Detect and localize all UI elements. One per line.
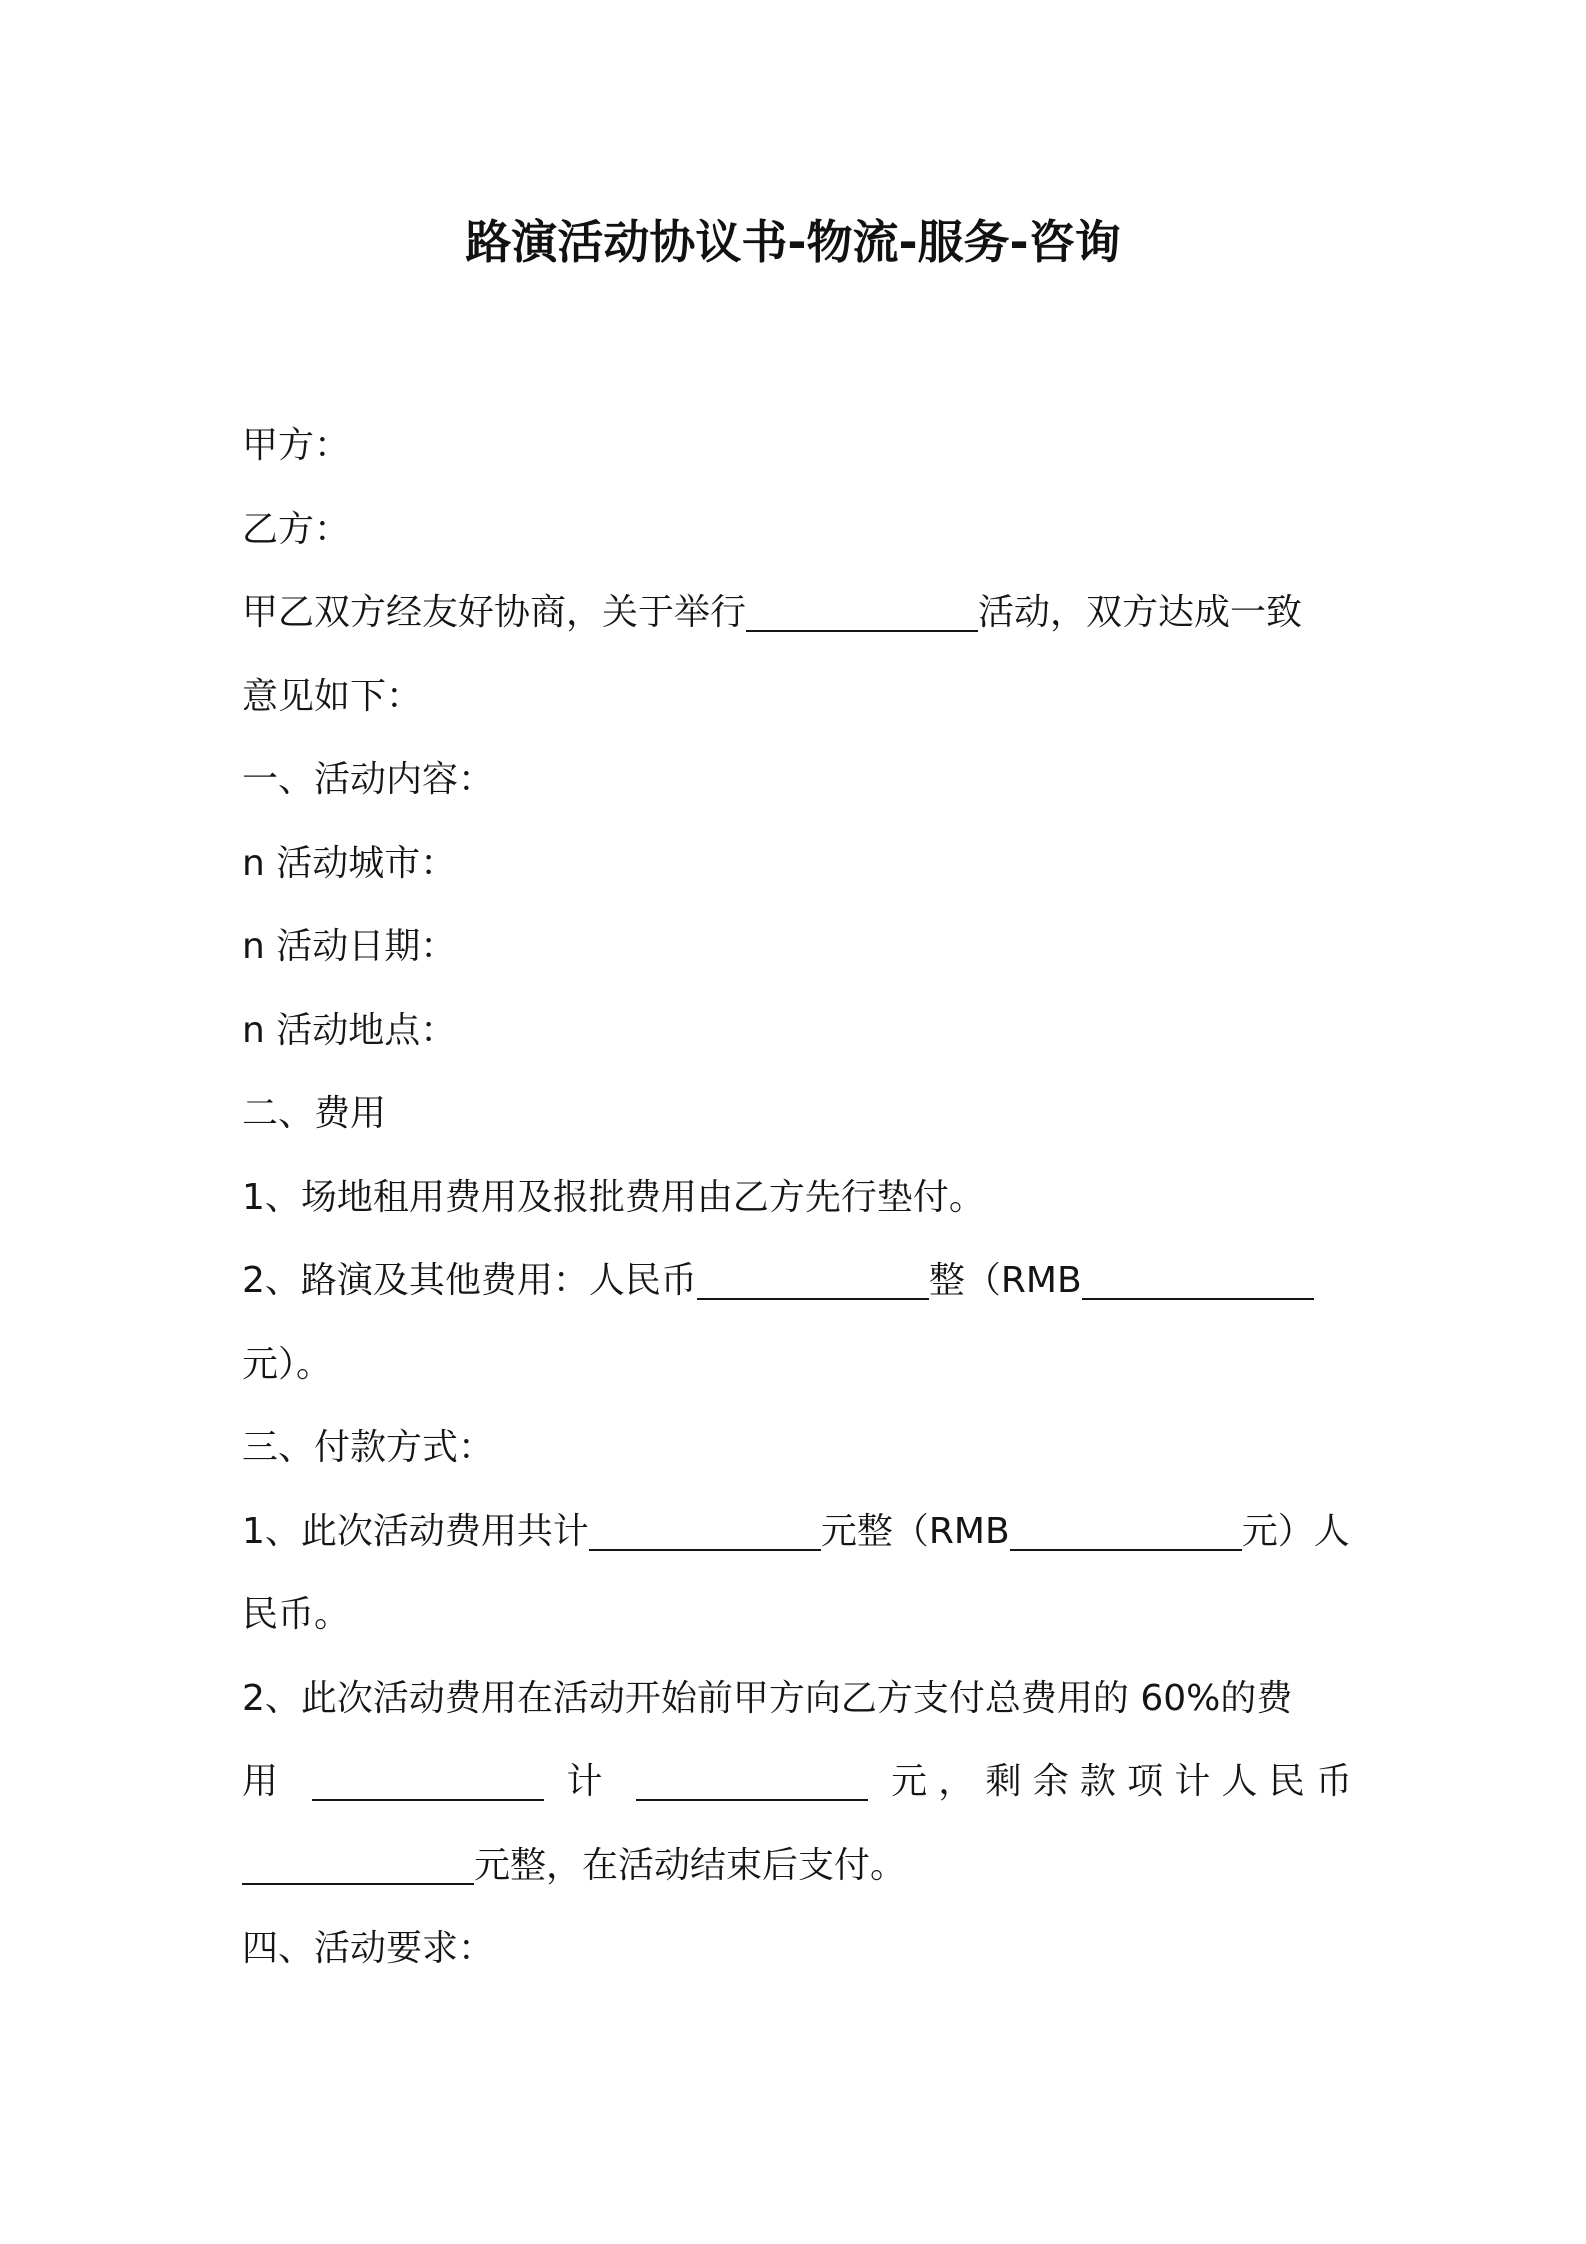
intro-text-before: 甲乙双方经友好协商，关于举行	[242, 592, 747, 633]
payment-item-1-text-3: 元）人	[1241, 1510, 1350, 1552]
payment-item-1-text-1: 1、此次活动费用共计	[242, 1510, 589, 1552]
fee-item-2-text-2: 整（RMB	[928, 1260, 1082, 1301]
total-fee-rmb-blank[interactable]	[1010, 1519, 1242, 1551]
payment-item-2-line-3	[242, 1824, 1352, 1908]
payment-item-2-line-2	[242, 1740, 1352, 1824]
remaining-amount-blank[interactable]	[242, 1853, 474, 1885]
fee-rmb-words-blank[interactable]	[697, 1268, 929, 1300]
activity-name-blank[interactable]	[746, 600, 978, 632]
fee-rmb-amount-blank[interactable]	[1082, 1268, 1314, 1300]
fee-item-2	[242, 1239, 1352, 1323]
deposit-amount-blank[interactable]	[312, 1769, 544, 1801]
section2-heading: 二、费用	[242, 1093, 387, 1134]
payment-item-2-text-1: 用	[242, 1761, 290, 1802]
party-a-line: 甲方：	[242, 425, 351, 466]
activity-city-item: n 活动城市：	[242, 842, 457, 884]
intro-line	[242, 571, 1352, 655]
section4-heading: 四、活动要求：	[242, 1928, 495, 1969]
section1-heading: 一、活动内容：	[242, 759, 495, 800]
activity-location-item: n 活动地点：	[242, 1009, 457, 1051]
intro-text-after: 活动，双方达成一致	[978, 592, 1303, 633]
fee-item-2-text-1: 2、路演及其他费用：人民币	[242, 1260, 697, 1301]
section3-heading: 三、付款方式：	[242, 1427, 495, 1468]
payment-item-2-line-1: 2、此次活动费用在活动开始前甲方向乙方支付总费用的 60%的费	[242, 1677, 1293, 1719]
fee-item-1: 1、场地租用费用及报批费用由乙方先行垫付。	[242, 1176, 985, 1218]
payment-item-2-text-4: 元整，在活动结束后支付。	[474, 1844, 907, 1886]
deposit-total-blank[interactable]	[636, 1769, 868, 1801]
document-title: 路演活动协议书-物流-服务-咨询	[465, 215, 1121, 269]
party-b-line: 乙方：	[242, 508, 351, 550]
payment-item-1	[242, 1490, 1352, 1574]
payment-item-2-text-2: 计	[566, 1761, 614, 1802]
payment-item-2-text-3: 元，剩余款项计人民币	[891, 1761, 1352, 1802]
document-body	[242, 404, 1352, 1991]
payment-item-1-text-2: 元整（RMB	[820, 1510, 1010, 1552]
total-fee-blank[interactable]	[589, 1519, 821, 1551]
intro-continuation: 意见如下：	[242, 675, 423, 717]
activity-date-item: n 活动日期：	[242, 926, 457, 967]
payment-item-1-continuation: 民币。	[242, 1594, 351, 1635]
fee-item-2-continuation: 元）。	[242, 1343, 333, 1385]
